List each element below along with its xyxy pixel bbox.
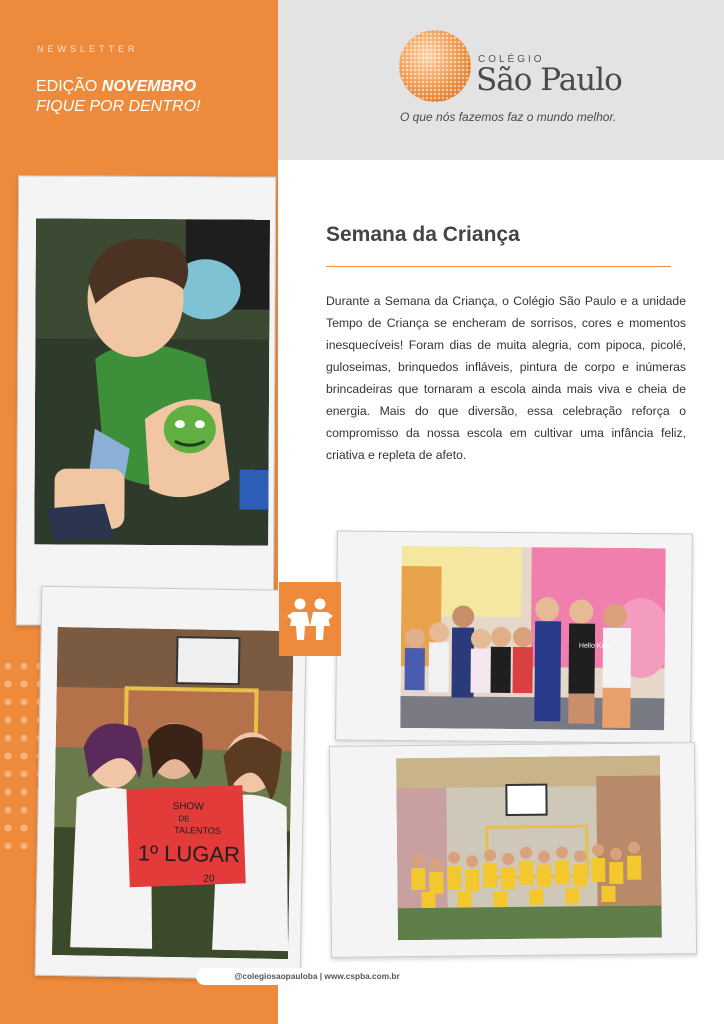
logo-tagline: O que nós fazemos faz o mundo melhor.	[400, 110, 617, 124]
edition-prefix: EDIÇÃO	[36, 78, 98, 95]
edition-heading	[36, 78, 196, 96]
sign-first-place-text: 1º LUGAR	[137, 840, 241, 868]
hello-kitty-shirt-text: Hello Kitty	[578, 642, 611, 650]
sign-year-text: 20	[203, 873, 215, 885]
article-title: Semana da Criança	[326, 223, 520, 246]
photo-frame-facepaint	[16, 175, 276, 626]
logo-small-text: COLÉGIO	[478, 54, 545, 65]
photo-frame-gym-group	[329, 742, 697, 958]
kids-icon	[279, 582, 341, 656]
article-body: Durante a Semana da Criança, o Colégio São Paulo e a unidade Tempo de Criança se encheram de sorrisos, cores e momentos inesquecíveis! Foram dias de muita alegria, com pipoca, picolé, guloseimas, brinquedos infláveis, pintura de corpo e inúmeras brincadeiras que tornaram a escola ainda mais viva e cheia de energia. Mais do que diversão, essa celebração reforça o compromisso da nossa escola em cultivar uma infância feliz, criativa e repleta de afeto.	[326, 294, 686, 462]
footer-contact: @colegiosaopauloba | www.cspba.com.br	[196, 968, 438, 985]
photo-gym-group	[396, 755, 662, 940]
globe-logo-icon	[397, 28, 473, 104]
sign-talentos-text: TALENTOS	[174, 825, 221, 836]
sign-show-text: SHOW	[172, 801, 204, 813]
newsletter-label: NEWSLETTER	[37, 44, 139, 54]
photo-frame-talent-show	[35, 586, 308, 981]
photo-group-teachers	[400, 546, 666, 730]
title-divider	[326, 266, 671, 267]
edition-month: NOVEMBRO	[101, 78, 197, 95]
edition-subtitle: FIQUE POR DENTRO!	[36, 98, 201, 115]
photo-facepaint	[34, 218, 270, 545]
photo-talent-show	[52, 627, 294, 959]
photo-frame-group-teachers	[335, 530, 693, 743]
sign-de-text: DE	[178, 814, 190, 824]
logo-school-name: São Paulo	[476, 62, 622, 98]
